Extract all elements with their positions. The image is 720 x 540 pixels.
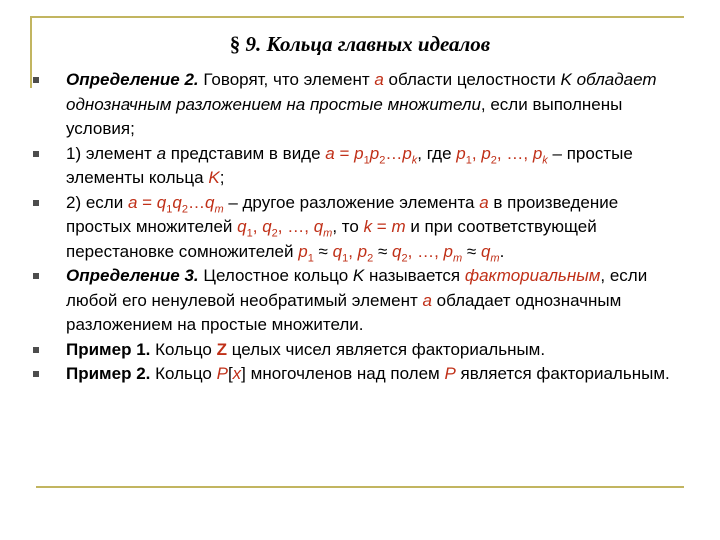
math-op: ≈ — [373, 241, 393, 261]
math-var: а — [156, 143, 167, 163]
math-op: ≈ — [462, 241, 481, 261]
math-op: = — [334, 143, 355, 163]
math-var: k — [363, 217, 373, 236]
math-var: p — [357, 241, 368, 261]
item-heading: Определение 3. — [66, 266, 199, 285]
math-var: q — [172, 192, 182, 212]
text: – простые элементы кольца — [66, 143, 633, 187]
math-sub: 2 — [271, 227, 278, 240]
math-sub: k — [411, 153, 418, 166]
text: – другое разложение элемента — [223, 192, 480, 212]
slide-title — [0, 32, 720, 57]
bullet-icon — [33, 371, 39, 377]
list-item-example-2 — [33, 362, 683, 387]
math-var: q — [156, 192, 167, 212]
bullet-icon — [33, 273, 39, 279]
text: обладает однозначным разложением на простые множители. — [66, 290, 622, 334]
list-item-example-1 — [33, 338, 683, 363]
math-var: a — [127, 192, 138, 212]
text: многочленов над полем — [245, 364, 445, 383]
math-op: , …, — [407, 241, 444, 261]
section-sign: § — [229, 32, 241, 56]
math-sub: m — [490, 251, 500, 264]
frame-top-line — [30, 16, 684, 18]
math-sub: 2 — [367, 251, 374, 264]
math-var: K — [208, 168, 220, 187]
math-sub: 2 — [181, 202, 188, 215]
math-var: p — [298, 241, 308, 261]
list-item-definition-3 — [33, 264, 683, 338]
text: , то — [332, 217, 364, 236]
math-sub: 1 — [246, 227, 253, 240]
math-sub: 2 — [490, 153, 497, 166]
text: Кольцо — [150, 339, 217, 359]
math-var: m — [391, 217, 406, 236]
text: ] — [241, 364, 246, 383]
math-op: , — [471, 143, 482, 163]
math-var: p — [369, 143, 380, 163]
text: целых чисел является факториальным. — [226, 339, 546, 359]
text: Кольцо — [150, 364, 217, 383]
math-sub: k — [542, 153, 548, 166]
math-var: а — [374, 70, 384, 89]
math-sub: 2 — [379, 153, 386, 166]
bullet-icon — [33, 77, 39, 83]
math-op: = — [372, 217, 392, 236]
math-var: P — [444, 364, 456, 383]
text: представим в виде — [166, 143, 326, 163]
math-op: … — [187, 192, 205, 212]
math-var: а — [422, 290, 432, 310]
math-var: q — [332, 241, 343, 261]
item-heading: Определение 2. — [66, 70, 199, 89]
math-var: p — [481, 143, 491, 163]
text: , если любой его ненулевой необратимый элемент — [66, 266, 648, 310]
math-var: q — [313, 217, 324, 236]
math-var: P — [216, 364, 228, 383]
item-heading: Пример 1. — [66, 339, 151, 359]
text: и при соответствующей перестановке сомножителей — [66, 217, 597, 261]
math-sub: 1 — [342, 251, 349, 264]
math-op: = — [137, 192, 157, 212]
math-var: p — [354, 143, 364, 163]
math-var: Z — [216, 339, 227, 359]
math-var: q — [392, 241, 402, 261]
math-sub: m — [453, 251, 463, 264]
math-op: , — [348, 241, 358, 261]
math-sub: 2 — [401, 251, 408, 264]
math-sub: m — [214, 202, 224, 215]
text: является факториальным. — [455, 364, 670, 383]
text: Целостное кольцо — [198, 266, 353, 285]
math-sub: 1 — [166, 202, 173, 215]
text: 1) элемент — [66, 143, 157, 163]
slide-content — [33, 68, 683, 387]
text: . — [499, 241, 505, 261]
math-var: а — [479, 192, 489, 212]
math-op: , — [252, 217, 263, 236]
text: в произведение простых множителей — [66, 192, 619, 236]
math-var: x — [232, 364, 242, 383]
math-op: ≈ — [313, 241, 333, 261]
list-item-definition-2 — [33, 68, 683, 142]
list-item-condition-2 — [33, 191, 683, 265]
math-var: p — [456, 143, 466, 163]
defined-term: факториальным — [464, 266, 601, 285]
bullet-icon — [33, 200, 39, 206]
text: области целостности — [383, 70, 561, 89]
defined-term: обладает однозначным разложением на простые множители — [66, 70, 657, 114]
frame-bottom-line — [36, 486, 684, 488]
math-sub: 1 — [307, 251, 314, 264]
bullet-icon — [33, 151, 39, 157]
math-var: p — [402, 143, 412, 163]
list-item-condition-1 — [33, 142, 683, 191]
math-sub: 1 — [465, 153, 472, 166]
math-op: , …, — [277, 217, 314, 236]
math-var: p — [532, 143, 543, 163]
bullet-icon — [33, 347, 39, 353]
math-var: K — [352, 266, 365, 285]
text: 2) если — [66, 192, 128, 212]
math-sub: m — [323, 227, 333, 240]
math-var: q — [204, 192, 215, 212]
math-var: q — [237, 217, 247, 236]
item-heading: Пример 2. — [66, 364, 151, 383]
math-op: … — [385, 143, 403, 163]
text: , где — [417, 143, 457, 163]
text: , если выполнены условия; — [66, 94, 623, 138]
math-op: , …, — [496, 143, 533, 163]
text: называется — [364, 266, 465, 285]
title-text: 9. Кольца главных идеалов — [240, 32, 491, 56]
math-var: a — [325, 143, 335, 163]
text: Говорят, что элемент — [198, 70, 375, 89]
math-sub: 1 — [363, 153, 370, 166]
math-var: K — [560, 70, 572, 89]
math-var: q — [480, 241, 491, 261]
text: [ — [227, 364, 233, 383]
text: ; — [219, 168, 225, 187]
math-var: q — [262, 217, 272, 236]
math-var: p — [443, 241, 453, 261]
